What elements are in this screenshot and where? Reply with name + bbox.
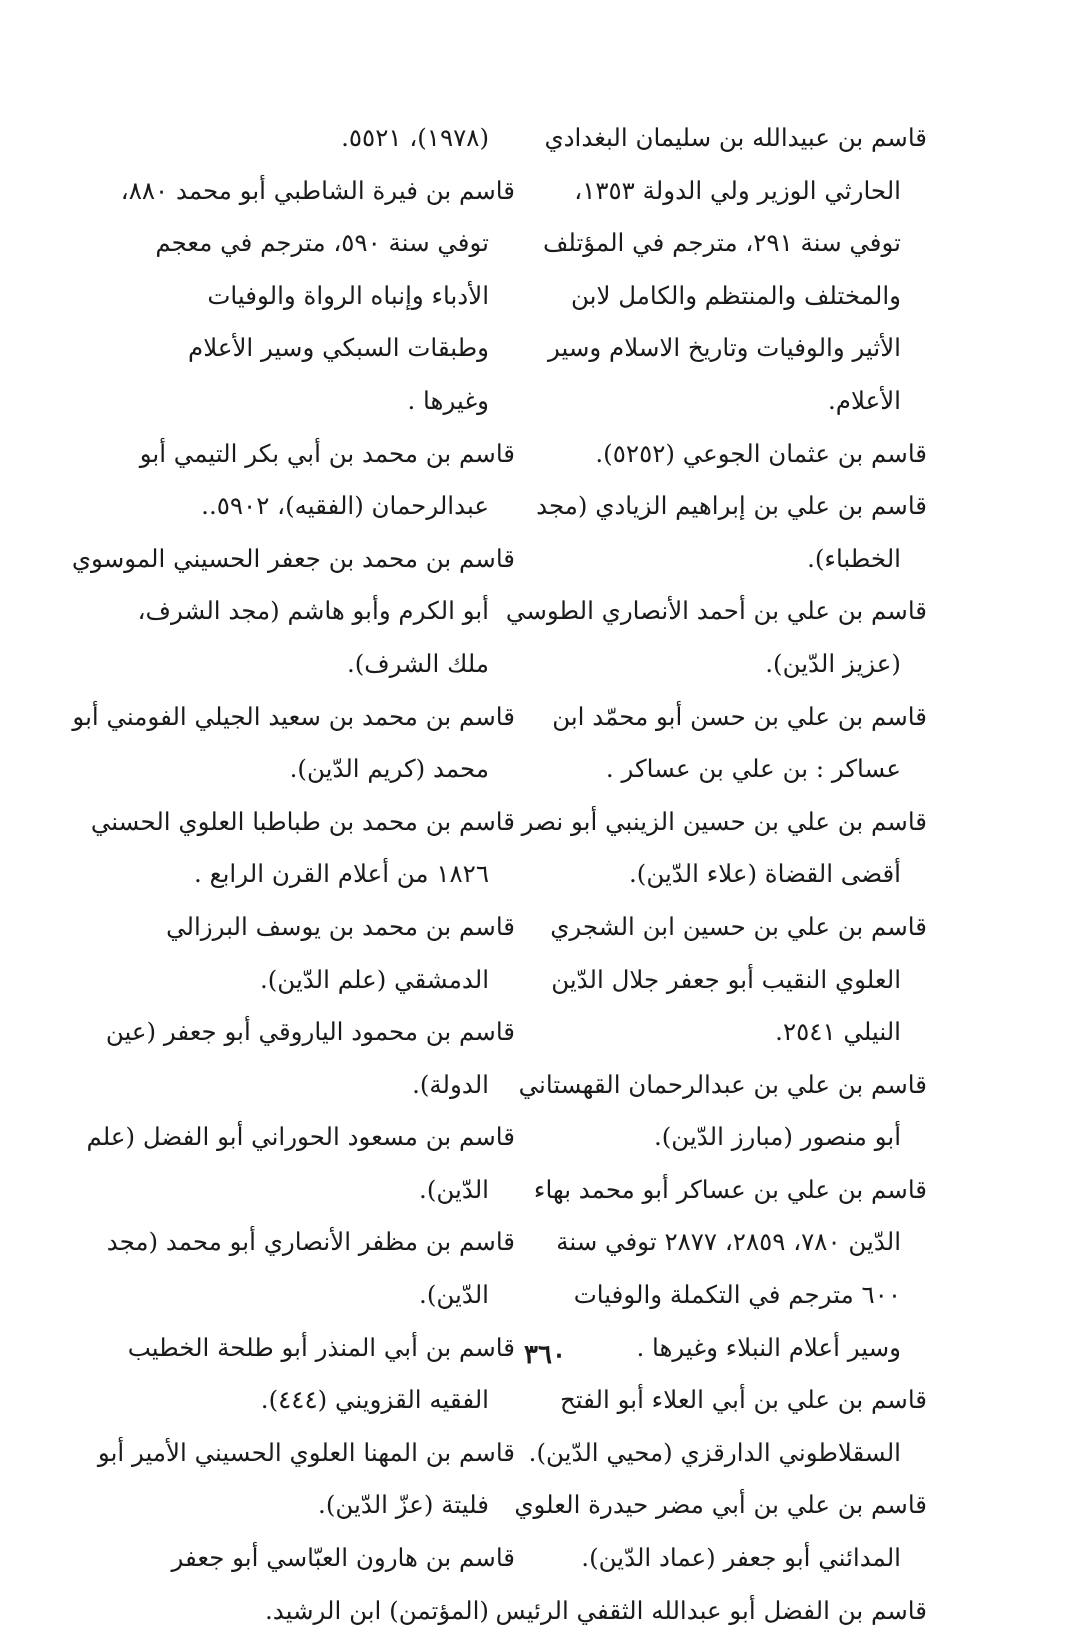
entry-continuation-line: (١٩٧٨)، ٥٥٢١. bbox=[341, 123, 489, 152]
entry-first-line: قاسم بن علي بن حسن أبو محمّد ابن bbox=[552, 701, 927, 731]
entry-first-line: قاسم بن علي بن حسين ابن الشجري bbox=[550, 911, 927, 941]
entry-continuation-line: الحارثي الوزير ولي الدولة ١٣٥٣، bbox=[574, 175, 901, 205]
entry-first-line: قاسم بن علي بن حسين الزينبي أبو نصر bbox=[521, 806, 927, 836]
entry-continuation-line: الدّين ٧٨٠، ٢٨٥٩، ٢٨٧٧ توفي سنة bbox=[556, 1227, 901, 1257]
entry-first-line: قاسم بن مسعود الحوراني أبو الفضل (علم bbox=[86, 1122, 515, 1152]
entry-continuation-line: عساكر : بن علي بن عساكر . bbox=[605, 754, 901, 784]
entry-continuation-line: الدّين). bbox=[419, 1174, 489, 1204]
entry-continuation-line: الدّين). bbox=[419, 1280, 489, 1310]
entry-continuation-line: محمد (كريم الدّين). bbox=[289, 754, 489, 784]
entry-continuation-line: العلوي النقيب أبو جعفر جلال الدّين bbox=[551, 964, 901, 994]
entry-continuation-line: ٦٠٠ مترجم في التكملة والوفيات bbox=[573, 1280, 901, 1310]
entry-continuation-line: أبو الكرم وأبو هاشم (مجد الشرف، bbox=[137, 596, 489, 626]
entry-first-line: قاسم بن محمود الياروقي أبو جعفر (عين bbox=[105, 1017, 515, 1047]
entry-first-line: قاسم بن مظفر الأنصاري أبو محمد (مجد bbox=[106, 1227, 515, 1257]
page-number: ٣٦٠ bbox=[524, 1340, 566, 1370]
entry-first-line: قاسم بن علي بن أبي العلاء أبو الفتح bbox=[559, 1385, 927, 1415]
entry-continuation-line: والمختلف والمنتظم والكامل لابن bbox=[571, 280, 901, 310]
entry-continuation-line: الأثير والوفيات وتاريخ الاسلام وسير bbox=[547, 333, 901, 363]
entry-continuation-line: ١٨٢٦ من أعلام القرن الرابع . bbox=[194, 859, 489, 889]
entry-continuation-line: أبو منصور (مبارز الدّين). bbox=[653, 1122, 901, 1152]
entry-first-line: قاسم بن الفضل أبو عبدالله الثقفي الرئيس bbox=[495, 1595, 927, 1625]
entry-first-line: قاسم بن محمد بن جعفر الحسيني الموسوي bbox=[71, 543, 515, 573]
entry-first-line: قاسم بن محمد بن يوسف البرزالي bbox=[166, 911, 515, 941]
entry-first-line: قاسم بن محمد بن أبي بكر التيمي أبو bbox=[139, 438, 515, 468]
entry-first-line: قاسم بن علي بن أبي مضر حيدرة العلوي bbox=[514, 1490, 927, 1520]
entry-continuation-line: الأعلام. bbox=[828, 385, 901, 415]
entry-continuation-line: السقلاطوني الدارقزي (محيي الدّين). bbox=[528, 1437, 901, 1467]
entry-first-line: قاسم بن علي بن أحمد الأنصاري الطوسي bbox=[505, 596, 927, 626]
entry-continuation-line: الفقيه القزويني (٤٤٤). bbox=[260, 1385, 489, 1415]
entry-first-line: قاسم بن هارون العبّاسي أبو جعفر bbox=[171, 1543, 515, 1573]
entry-continuation-line: وسير أعلام النبلاء وغيرها . bbox=[636, 1332, 901, 1362]
entry-continuation-line: الخطباء). bbox=[807, 543, 901, 573]
entry-first-line: قاسم بن محمد بن طباطبا العلوي الحسني bbox=[90, 806, 515, 836]
entry-continuation-line: توفي سنة ٢٩١، مترجم في المؤتلف bbox=[542, 228, 901, 258]
entry-first-line: قاسم بن عبيدالله بن سليمان البغدادي bbox=[544, 123, 927, 152]
entry-continuation-line: ملك الشرف). bbox=[346, 648, 489, 678]
entry-continuation-line: النيلي ٢٥٤١. bbox=[775, 1017, 901, 1047]
entry-continuation-line: وطبقات السبكي وسير الأعلام bbox=[188, 333, 489, 363]
entry-first-line: قاسم بن محمد بن سعيد الجيلي الفومني أبو bbox=[72, 701, 515, 731]
entry-continuation-line: (عزيز الدّين). bbox=[765, 648, 901, 678]
entry-first-line: قاسم بن علي بن عساكر أبو محمد بهاء bbox=[533, 1174, 927, 1204]
entry-continuation-line: الدمشقي (علم الدّين). bbox=[259, 964, 489, 994]
entry-first-line: قاسم بن علي بن عبدالرحمان القهستاني bbox=[518, 1069, 927, 1099]
entry-continuation-line: الأدباء وإنباه الرواة والوفيات bbox=[207, 280, 489, 310]
entry-continuation-line: فليتة (عزّ الدّين). bbox=[318, 1490, 489, 1520]
entry-continuation-line: وغيرها . bbox=[407, 385, 489, 415]
entry-continuation-line: (المؤتمن) ابن الرشيد. bbox=[264, 1595, 489, 1625]
left-column bbox=[71, 112, 515, 1637]
entry-continuation-line: توفي سنة ٥٩٠، مترجم في معجم bbox=[155, 228, 489, 258]
entry-continuation-line: المدائني أبو جعفر (عماد الدّين). bbox=[581, 1543, 901, 1573]
entry-first-line: قاسم بن فيرة الشاطبي أبو محمد ٨٨٠، bbox=[120, 175, 515, 205]
entry-continuation-line: الدولة). bbox=[412, 1069, 489, 1099]
entry-first-line: قاسم بن أبي المنذر أبو طلحة الخطيب bbox=[127, 1332, 515, 1362]
entry-first-line: قاسم بن علي بن إبراهيم الزيادي (مجد bbox=[536, 491, 927, 521]
entry-continuation-line: عبدالرحمان (الفقيه)، ٥٩٠٢.. bbox=[201, 491, 489, 521]
entry-first-line: قاسم بن عثمان الجوعي (٥٢٥٢). bbox=[595, 438, 927, 468]
entry-first-line: قاسم بن المهنا العلوي الحسيني الأمير أبو bbox=[97, 1437, 515, 1467]
entry-continuation-line: أقضى القضاة (علاء الدّين). bbox=[628, 859, 901, 889]
